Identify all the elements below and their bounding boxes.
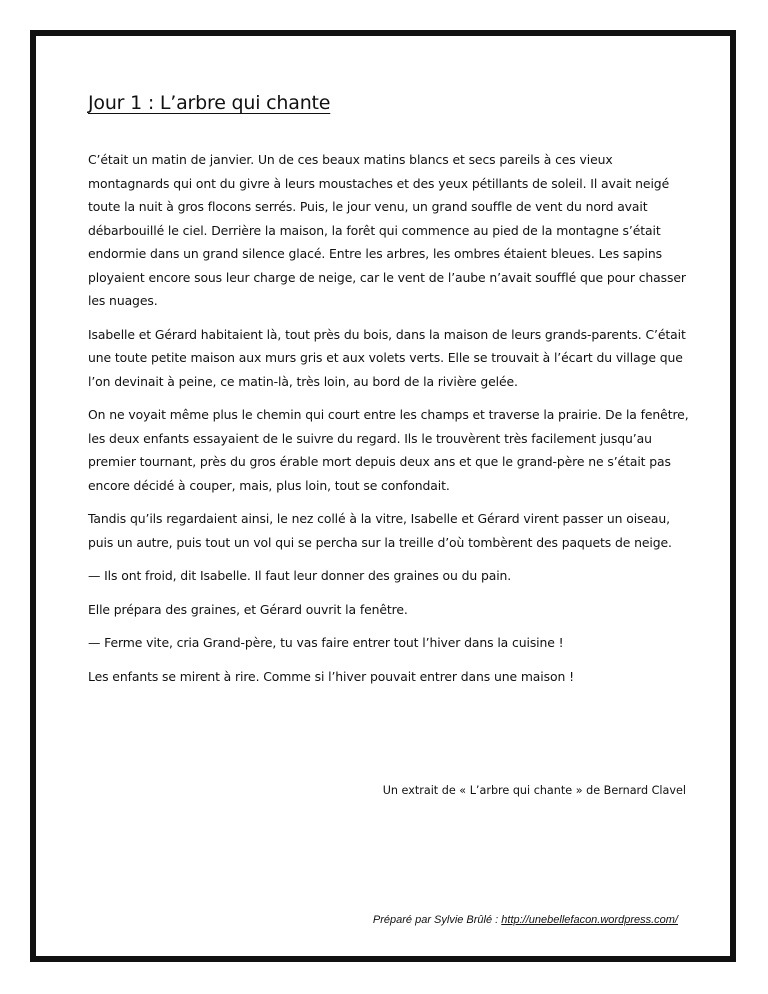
paragraph: Les enfants se mirent à rire. Comme si l’hiver pouvait entrer dans une maison ! <box>88 668 574 684</box>
page-title: Jour 1 : L’arbre qui chante <box>88 92 331 114</box>
story-text <box>88 148 690 698</box>
dialogue-line: — Ils ont froid, dit Isabelle. Il faut leur donner des graines ou du pain. <box>88 568 512 583</box>
paragraph: Elle prépara des graines, et Gérard ouvrit la fenêtre. <box>88 601 408 617</box>
credit-text: Préparé par Sylvie Brûlé : <box>372 914 502 926</box>
paragraph: Isabelle et Gérard habitaient là, tout près du bois, dans la maison de leurs grands-parents. C’était une toute petite maison aux murs gris et aux volets verts. Elle se trouvait à l’écart du village que l’on devinait à peine, ce matin-là, très loin, au bord de la rivière gelée. <box>88 326 686 389</box>
dialogue-line: — Ferme vite, cria Grand-père, tu vas faire entrer tout l’hiver dans la cuisine ! <box>88 635 564 650</box>
paragraph: C’était un matin de janvier. Un de ces beaux matins blancs et secs pareils à ces vieux montagnards qui ont du givre à leurs moustaches et des yeux pétillants de soleil. Il avait neigé toute la nuit à gros flocons serrés. Puis, le jour venu, un grand souffle de vent du nord avait débarbouillé le ciel. Derrière la maison, la forêt qui commence au pied de la montagne s’était endormie dans un grand silence glacé. Entre les arbres, les ombres étaient bleues. Les sapins ployaient encore sous leur charge de neige, car le vent de l’aube n’avait soufflé que pour chasser les nuages. <box>88 152 686 308</box>
credit-link[interactable]: http://unebellefacon.wordpress.com/ <box>501 914 678 926</box>
paragraph: Tandis qu’ils regardaient ainsi, le nez collé à la vitre, Isabelle et Gérard virent passer un oiseau, puis un autre, puis tout un vol qui se percha sur la treille d’où tombèrent des paquets de neige. <box>88 511 672 550</box>
source-attribution: Un extrait de « L’arbre qui chante » de Bernard Clavel <box>382 784 686 797</box>
paragraph: On ne voyait même plus le chemin qui court entre les champs et traverse la prairie. De la fenêtre, les deux enfants essayaient de le suivre du regard. Ils le trouvèrent très facilement jusqu’au premier tournant, près du gros érable mort depuis deux ans et que le grand-père ne s’était pas encore décidé à couper, mais, plus loin, tout se confondait. <box>88 407 689 493</box>
credit-line <box>373 914 678 926</box>
